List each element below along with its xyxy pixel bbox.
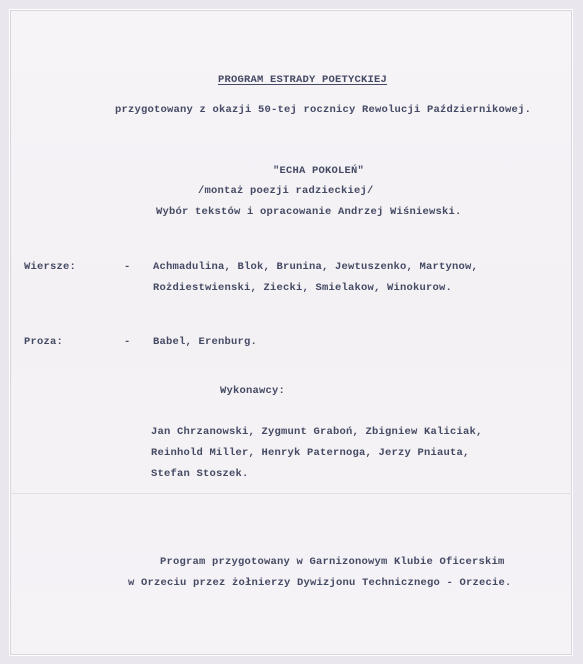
footer-line-2: w Orzeciu przez żołnierzy Dywizjonu Technicznego - Orzecie. [128,577,512,589]
document-subtitle: przygotowany z okazji 50-tej rocznicy Rewolucji Październikowej. [115,104,532,116]
document-title: PROGRAM ESTRADY POETYCKIEJ [218,74,388,86]
prose-label: Proza: [24,336,64,348]
paper-fold-line [10,493,572,494]
prose-authors: Babel, Erenburg. [153,336,258,348]
performers-line-3: Stefan Stoszek. [151,468,249,480]
typewritten-page [9,9,573,656]
show-title: "ECHA POKOLEŃ" [273,165,365,177]
performers-line-2: Reinhold Miller, Henryk Paternoga, Jerzy Pniauta, [151,447,470,459]
performers-line-1: Jan Chrzanowski, Zygmunt Graboń, Zbigniew Kaliciak, [151,426,483,438]
prose-dash: - [124,336,131,348]
selection-credit: Wybór tekstów i opracowanie Andrzej Wiśniewski. [156,206,462,218]
footer-line-1: Program przygotowany w Garnizonowym Klubie Oficerskim [160,556,505,568]
poems-dash: - [124,261,131,273]
poems-authors-line-2: Rożdiestwienski, Ziecki, Smielakow, Winokurow. [153,282,453,294]
poems-authors-line-1: Achmadulina, Blok, Brunina, Jewtuszenko, Martynow, [153,261,479,273]
performers-heading: Wykonawcy: [220,385,286,397]
poems-label: Wiersze: [24,261,77,273]
montage-note: /montaż poezji radzieckiej/ [198,185,374,197]
